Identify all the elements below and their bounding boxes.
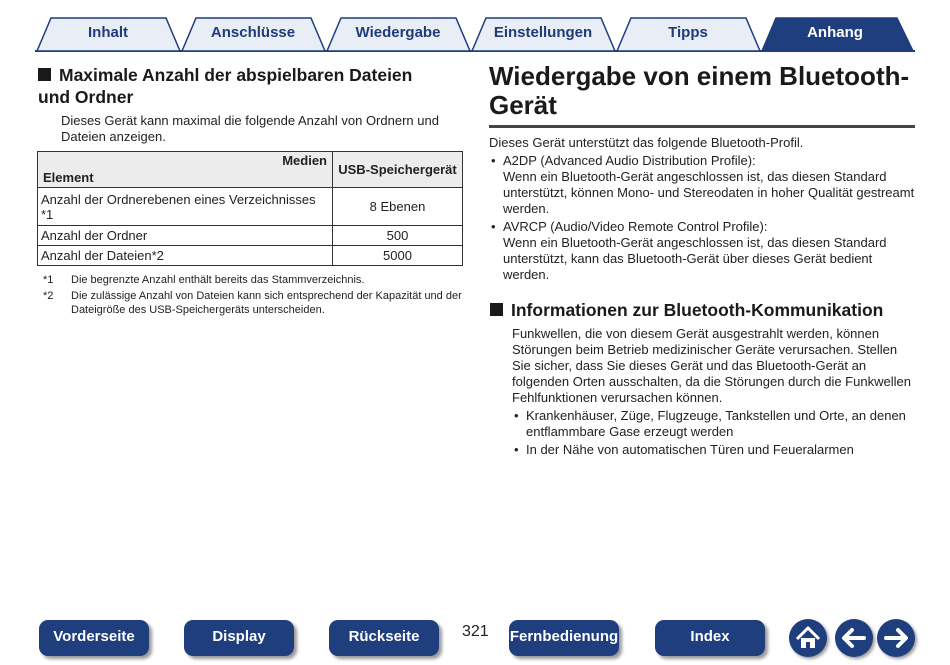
row-label: Anzahl der Dateien*2: [38, 246, 333, 266]
left-heading-text: Maximale Anzahl der abspielbaren Dateien und Ordner: [38, 65, 413, 107]
heading-square-icon: [38, 68, 51, 81]
bluetooth-info: [512, 326, 912, 458]
list-item: [489, 153, 919, 217]
footnotes: [43, 273, 463, 319]
footnote: [43, 273, 463, 287]
footnote: [43, 289, 463, 317]
header-medien: Medien: [282, 153, 327, 168]
page-title: Wiedergabe von einem Bluetooth-Gerät: [489, 61, 910, 120]
table-header-row: [38, 152, 463, 188]
section-heading: [490, 300, 920, 321]
back-button[interactable]: Rückseite: [329, 620, 439, 656]
index-button[interactable]: Index: [655, 620, 765, 656]
section-heading-text: Informationen zur Bluetooth-Kommunikation: [511, 300, 884, 320]
tab-anschluesse[interactable]: Anschlüsse: [210, 24, 296, 41]
tab-tipps[interactable]: Tipps: [668, 24, 708, 41]
section-text: Funkwellen, die von diesem Gerät ausgestrahlt werden, können Störungen beim Betrieb medizinischer Geräte verursachen. Stellen Sie sicher, dass Sie dieses Gerät und das Bluetooth-Gerät an folgenden Orten ausschalten, da die Störungen durch die Funkwellen Fehlfunktionen verursachen können.: [512, 326, 911, 405]
next-page-button[interactable]: [877, 619, 915, 657]
tab-wiedergabe[interactable]: Wiedergabe: [355, 24, 441, 41]
chapter-tabs: [35, 16, 915, 52]
header-usb: USB-Speichergerät: [333, 152, 463, 188]
title-underline: [489, 125, 915, 128]
left-intro-text: Dieses Gerät kann maximal die folgende Anzahl von Ordnern und Dateien anzeigen.: [61, 113, 439, 144]
profile-description: Wenn ein Bluetooth-Gerät angeschlossen ist, das diesen Standard unterstützt, können Mono- und Stereodaten in hoher Qualität gestreamt werden.: [503, 169, 915, 216]
footnote-text: Die zulässige Anzahl von Dateien kann sich entsprechend der Kapazität und der Dateigröße des USB-Speichergeräts unterscheiden.: [71, 290, 462, 316]
table-row: [38, 246, 463, 266]
tab-einstellungen[interactable]: Einstellungen: [493, 24, 593, 41]
footnote-mark: *2: [43, 290, 54, 302]
header-element: Element: [43, 170, 94, 185]
left-section-heading: [38, 64, 438, 108]
row-label: Anzahl der Ordnerebenen eines Verzeichnisses *1: [38, 188, 333, 226]
bluetooth-profiles: [489, 135, 919, 283]
home-button[interactable]: [789, 619, 827, 657]
page-number: 321: [462, 623, 489, 640]
profile-name: • A2DP (Advanced Audio Distribution Profile):: [503, 153, 756, 168]
table-row: [38, 226, 463, 246]
arrow-right-icon: [877, 619, 915, 657]
profile-name: • AVRCP (Audio/Video Remote Control Profile):: [503, 219, 768, 234]
table-header-diagonal-cell: [38, 152, 333, 188]
front-button[interactable]: Vorderseite: [39, 620, 149, 656]
tab-anhang[interactable]: Anhang: [807, 24, 863, 41]
row-value: 8 Ebenen: [333, 188, 463, 226]
home-icon: [789, 619, 827, 657]
profile-description: Wenn ein Bluetooth-Gerät angeschlossen ist, das diesen Standard unterstützt, kann das Bluetooth-Gerät über dieses Gerät bedient werden.: [503, 235, 887, 282]
tab-inhalt[interactable]: Inhalt: [88, 24, 128, 41]
heading-square-icon: [490, 303, 503, 316]
footnote-mark: *1: [43, 274, 54, 286]
profiles-intro: Dieses Gerät unterstützt das folgende Bluetooth-Profil.: [489, 135, 804, 150]
table-row: [38, 188, 463, 226]
row-value: 5000: [333, 246, 463, 266]
row-label: Anzahl der Ordner: [38, 226, 333, 246]
footnote-text: Die begrenzte Anzahl enthält bereits das Stammverzeichnis.: [71, 274, 365, 286]
list-item: [489, 219, 919, 283]
arrow-left-icon: [835, 619, 873, 657]
list-item: • In der Nähe von automatischen Türen und Feueralarmen: [512, 442, 912, 458]
display-button[interactable]: Display: [184, 620, 294, 656]
previous-page-button[interactable]: [835, 619, 873, 657]
remote-button[interactable]: Fernbedienung: [509, 620, 619, 656]
limits-table: [37, 151, 463, 266]
list-item: • Krankenhäuser, Züge, Flugzeuge, Tankstellen und Orte, an denen entflammbare Gase erzeugt werden: [512, 408, 912, 440]
row-value: 500: [333, 226, 463, 246]
